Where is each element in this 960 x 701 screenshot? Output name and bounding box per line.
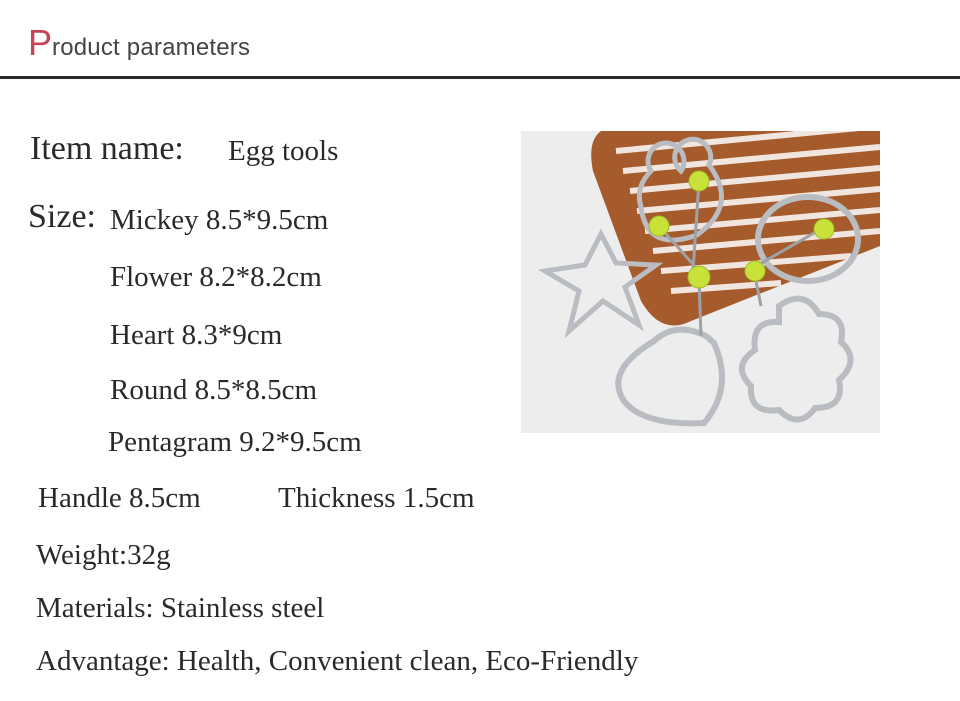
header-initial: P [28, 22, 53, 63]
handle-spec: Handle 8.5cm [38, 482, 201, 514]
materials-spec: Materials: Stainless steel [36, 592, 325, 624]
weight-spec: Weight:32g [36, 539, 171, 571]
product-photo [521, 131, 880, 433]
size-heart: Heart 8.3*9cm [110, 319, 283, 351]
size-pentagram: Pentagram 9.2*9.5cm [108, 426, 362, 458]
header-title: roduct parameters [52, 34, 251, 61]
size-round: Round 8.5*8.5cm [110, 374, 318, 406]
egg-molds-illustration [521, 131, 880, 433]
size-flower: Flower 8.2*8.2cm [110, 261, 322, 293]
size-mickey: Mickey 8.5*9.5cm [110, 204, 329, 236]
advantage-spec: Advantage: Health, Convenient clean, Eco-Friendly [36, 645, 639, 677]
item-name-value: Egg tools [228, 135, 339, 167]
section-header [28, 22, 928, 72]
item-name-label: Item name: [30, 130, 184, 167]
thickness-spec: Thickness 1.5cm [278, 482, 475, 514]
size-label: Size: [28, 198, 96, 235]
header-divider [0, 76, 960, 79]
